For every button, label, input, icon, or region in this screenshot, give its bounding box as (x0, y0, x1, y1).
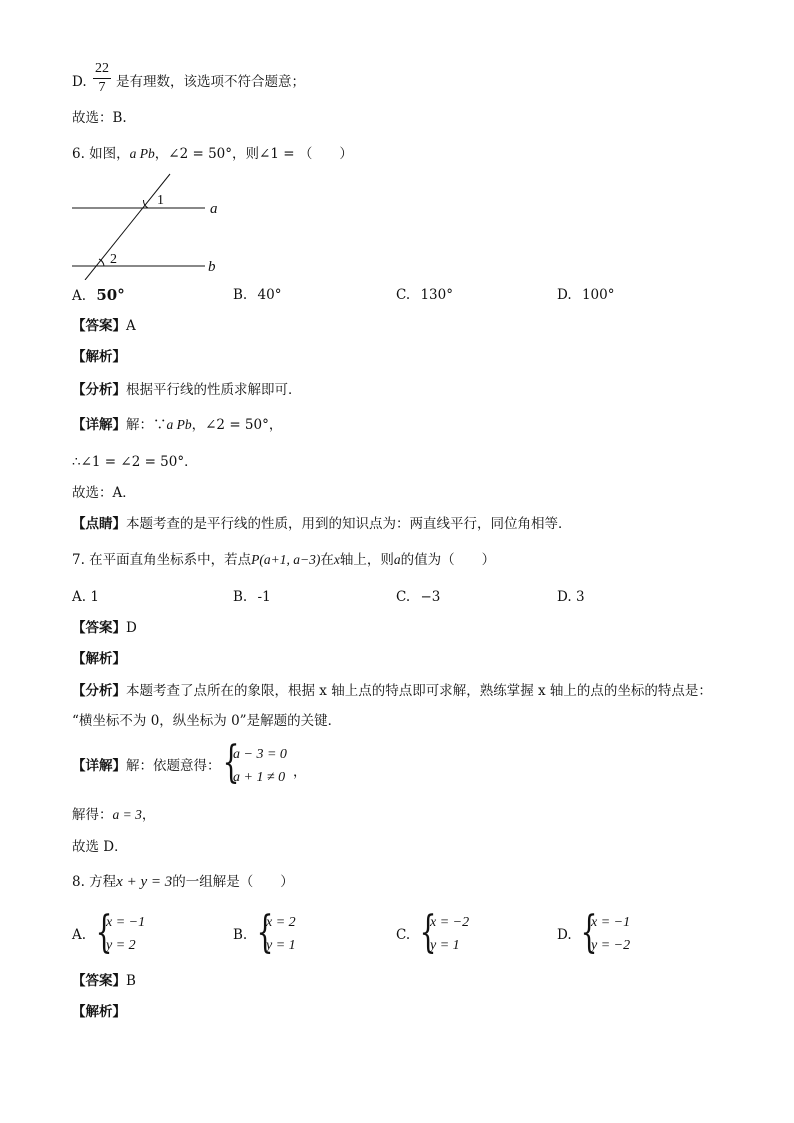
q8-option-b-system (266, 911, 296, 957)
q7-analysis-tag: 【解析】 (72, 651, 126, 667)
q6-option-c (396, 285, 453, 305)
option-letter: B. (233, 589, 248, 605)
q6-fenxi (72, 380, 302, 400)
q6-detail (72, 415, 282, 435)
answer-tag: 【答案】 (72, 620, 126, 636)
dianjing-tag: 【点睛】 (72, 516, 126, 532)
q5-fraction (93, 61, 111, 96)
q7-solve (72, 805, 155, 825)
line-a-label: a (210, 201, 218, 217)
q7-stem-a: 7. 在平面直角坐标系中，若点 (72, 552, 252, 568)
q5-fraction-numerator: 22 (95, 61, 109, 76)
system-line1: x = −1 (106, 915, 146, 930)
answer-value: B (126, 973, 136, 989)
q8-option-c-letter: C. (396, 927, 411, 943)
q8-analysis-tag: 【解析】 (72, 1004, 126, 1020)
dianjing-text: 本题考查的是平行线的性质，用到的知识点为：两直线平行，同位角相等． (126, 516, 572, 532)
q6-stem-prefix: 6. 如图， (72, 146, 130, 162)
q6-figure (60, 168, 230, 280)
q8-option-c-brace: { (419, 907, 437, 958)
option-letter: C. (396, 287, 411, 303)
angle-1-label: 1 (157, 193, 164, 208)
q8-option-a-brace: { (95, 907, 113, 958)
q7-choose: 故选 D． (72, 839, 128, 855)
q7-option-a (72, 587, 99, 607)
q5-choose: 故选：B. (72, 110, 127, 126)
q8-option-a-system (106, 911, 145, 957)
q8-stem-b: 的一组解是（ ） (172, 874, 294, 890)
detail-pre: 解：依题意得： (126, 758, 221, 774)
angle-2-arc (99, 259, 104, 266)
q7-var-a: a (393, 552, 401, 567)
q8-option-a-letter: A. (72, 927, 87, 943)
answer-tag: 【答案】 (72, 318, 126, 334)
q7-option-c (396, 587, 440, 607)
option-letter: C. (396, 589, 411, 605)
detail-tag: 【详解】 (72, 758, 126, 774)
q8-option-d-brace: { (580, 907, 598, 958)
detail-tag: 【详解】 (72, 417, 126, 433)
q8-option-c-system (430, 911, 469, 957)
option-text: 100° (581, 287, 615, 303)
solve-eq: a = 3 (112, 807, 142, 822)
q7-stem (72, 550, 495, 570)
system-line1: x = 2 (266, 915, 296, 930)
option-text: 130° (420, 287, 453, 303)
answer-tag: 【答案】 (72, 973, 126, 989)
system-line2: y = −2 (591, 938, 631, 953)
option-letter: D. (557, 589, 572, 605)
q6-detail-line2: ∴∠1 = ∠2 = 50°． (72, 454, 198, 470)
solve-post: ， (141, 807, 156, 823)
q7-option-d (557, 587, 585, 607)
q8-option-d-letter: D. (557, 927, 572, 943)
q5-fraction-denominator: 7 (98, 80, 106, 95)
option-text: 40° (257, 287, 282, 303)
transversal (85, 174, 170, 280)
solve-pre: 解得： (72, 807, 113, 823)
detail-parallel: a Pb (166, 417, 192, 432)
q5-option-d-text: 是有理数，该选项不符合题意； (116, 74, 305, 90)
q7-system-line2: a + 1 ≠ 0 (233, 770, 286, 785)
q8-stem (72, 872, 294, 892)
q7-fenxi (72, 681, 712, 701)
system-line1: x = −1 (591, 915, 631, 930)
q8-stem-a: 8. 方程 (72, 874, 117, 890)
q6-option-b (233, 285, 281, 305)
angle-2-label: 2 (110, 252, 117, 267)
q7-detail (72, 756, 221, 776)
q7-system-comma: ， (293, 764, 307, 780)
option-text: -1 (257, 589, 271, 605)
q8-equation: x + y = 3 (116, 874, 173, 890)
q5-option-d-letter: D. (72, 74, 87, 90)
q6-dianjing (72, 514, 572, 534)
q6-option-d (557, 285, 614, 305)
fenxi-text: 本题考查了点所在的象限，根据 x 轴上点的特点即可求解，熟练掌握 x 轴上的点的坐标的特点是： (126, 683, 712, 699)
q7-point: P(a+1, a−3) (251, 552, 321, 567)
answer-value: A (126, 318, 136, 334)
q6-stem-suffix: ，∠2 = 50°，则∠1 = （ ） (154, 146, 353, 162)
q8-option-b-letter: B. (233, 927, 248, 943)
q7-option-b (233, 587, 271, 607)
q7-fenxi-line2: “横坐标不为 0，纵坐标为 0”是解题的关键． (72, 713, 342, 729)
q7-stem-d: 的值为（ ） (400, 552, 496, 568)
q6-choose: 故选：A． (72, 485, 136, 501)
q5-fraction-bar (93, 78, 111, 79)
q8-option-d-system (591, 911, 630, 957)
system-line2: y = 1 (266, 938, 296, 953)
option-text: −3 (420, 589, 441, 605)
fenxi-tag: 【分析】 (72, 683, 126, 699)
q7-stem-b: 在 (320, 552, 334, 568)
q7-stem-c: 轴上，则 (339, 552, 394, 568)
option-letter: B. (233, 287, 248, 303)
option-letter: A. (72, 589, 87, 605)
q7-system-line1: a − 3 = 0 (233, 747, 287, 762)
q6-analysis-tag: 【解析】 (72, 349, 126, 365)
q7-x-axis: x (333, 552, 340, 567)
system-line2: y = 2 (106, 938, 136, 953)
option-text: 3 (575, 589, 585, 605)
option-text: 50° (96, 286, 125, 304)
option-text: 1 (90, 589, 99, 605)
q6-option-a (72, 285, 125, 306)
q7-system-brace: { (222, 737, 240, 788)
q7-answer (72, 618, 137, 638)
fenxi-text: 根据平行线的性质求解即可． (126, 382, 302, 398)
option-letter: A. (72, 288, 87, 304)
detail-post: ，∠2 = 50°， (191, 417, 283, 433)
system-line1: x = −2 (430, 915, 470, 930)
fenxi-tag: 【分析】 (72, 382, 126, 398)
line-b-label: b (208, 259, 216, 275)
answer-value: D (126, 620, 137, 636)
q6-stem (72, 144, 353, 164)
q7-system (233, 743, 287, 789)
q8-option-b-brace: { (256, 907, 274, 958)
q8-answer (72, 971, 136, 991)
detail-pre: 解：∵ (126, 417, 167, 433)
q6-answer (72, 316, 136, 336)
system-line2: y = 1 (430, 938, 460, 953)
option-letter: D. (557, 287, 572, 303)
q6-stem-parallel: a Pb (129, 146, 155, 161)
